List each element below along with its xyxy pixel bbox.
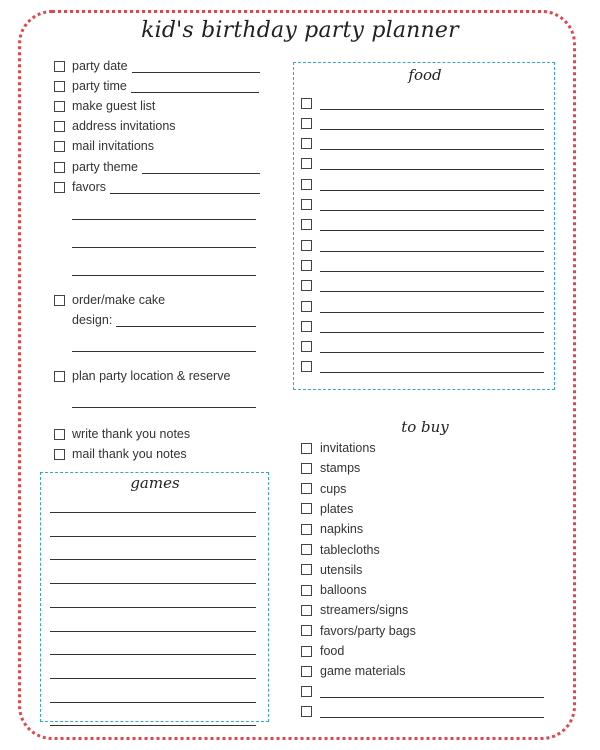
checkbox[interactable] (301, 686, 312, 697)
checkbox[interactable] (301, 463, 312, 474)
task-party-time (54, 77, 259, 95)
checkbox[interactable] (301, 341, 312, 352)
to-buy-label: food (320, 644, 345, 658)
task-label: party date (72, 59, 128, 73)
food-item (301, 297, 544, 315)
food-item (301, 196, 544, 214)
write-in-line[interactable] (320, 157, 544, 170)
task-write-thank-you (54, 425, 190, 443)
to-buy-heading: to buy (401, 418, 449, 436)
checkbox[interactable] (301, 646, 312, 657)
checkbox[interactable] (301, 199, 312, 210)
task-label: make guest list (72, 99, 156, 113)
checkbox[interactable] (301, 219, 312, 230)
favors-line[interactable] (72, 275, 256, 276)
task-label: party time (72, 79, 127, 93)
checkbox[interactable] (301, 361, 312, 372)
checkbox[interactable] (301, 138, 312, 149)
write-in-line[interactable] (320, 218, 544, 231)
checkbox[interactable] (54, 182, 65, 193)
food-item (301, 216, 544, 234)
food-item (301, 155, 544, 173)
games-line[interactable] (50, 702, 256, 703)
to-buy-label: plates (320, 501, 354, 516)
games-line[interactable] (50, 536, 256, 537)
task-plan-location (54, 367, 230, 385)
favors-line[interactable] (72, 219, 256, 220)
to-buy-label: invitations (320, 441, 376, 455)
to-buy-label: favors/party bags (320, 623, 416, 638)
food-item (301, 256, 544, 274)
write-in-line[interactable] (320, 137, 544, 150)
checkbox[interactable] (54, 141, 65, 152)
to-buy-item (301, 480, 346, 498)
location-line[interactable] (72, 407, 256, 408)
write-in-line[interactable] (320, 685, 544, 698)
page-title: kid's birthday party planner (141, 18, 459, 43)
to-buy-item (301, 642, 344, 660)
task-mail-thank-you (54, 445, 187, 463)
write-in-line[interactable] (131, 80, 259, 93)
task-label: write thank you notes (72, 427, 191, 441)
checkbox[interactable] (301, 483, 312, 494)
food-item (301, 277, 544, 295)
cake-line[interactable] (72, 351, 256, 352)
task-party-date (54, 57, 260, 75)
task-party-theme (54, 158, 260, 176)
task-make-guest-list (54, 97, 155, 115)
to-buy-label: streamers/signs (320, 603, 409, 618)
to-buy-item (301, 581, 367, 599)
games-heading: games (130, 474, 180, 492)
to-buy-label: stamps (320, 461, 361, 476)
games-line[interactable] (50, 678, 256, 679)
checkbox[interactable] (54, 449, 65, 460)
write-in-line[interactable] (320, 360, 544, 373)
to-buy-item (301, 561, 362, 579)
task-label: favors (72, 180, 107, 194)
games-box (40, 472, 269, 722)
to-buy-item (301, 500, 353, 518)
checkbox[interactable] (301, 503, 312, 514)
checkbox[interactable] (54, 371, 65, 382)
write-in-line[interactable] (132, 60, 260, 73)
to-buy-item (301, 601, 408, 619)
to-buy-label: game materials (320, 664, 406, 679)
games-line[interactable] (50, 725, 256, 726)
write-in-line[interactable] (320, 239, 544, 252)
checkbox[interactable] (301, 544, 312, 555)
checkbox[interactable] (301, 625, 312, 636)
food-item (301, 135, 544, 153)
food-item (301, 236, 544, 254)
task-label: party theme (72, 160, 139, 174)
checkbox[interactable] (301, 564, 312, 575)
checkbox[interactable] (54, 101, 65, 112)
food-item (301, 94, 544, 112)
write-in-line[interactable] (116, 314, 256, 327)
food-item (301, 175, 544, 193)
checkbox[interactable] (54, 162, 65, 173)
food-item (301, 114, 544, 132)
to-buy-item (301, 459, 360, 477)
checkbox[interactable] (301, 321, 312, 332)
to-buy-item (301, 439, 376, 457)
task-label: address invitations (72, 119, 176, 133)
write-in-line[interactable] (320, 300, 544, 313)
to-buy-item (301, 541, 380, 559)
design-label: design: (72, 313, 113, 327)
checkbox[interactable] (54, 295, 65, 306)
to-buy-label: utensils (320, 562, 363, 577)
to-buy-item (301, 520, 363, 538)
to-buy-item (301, 662, 405, 680)
write-in-line[interactable] (320, 320, 544, 333)
task-address-invitations (54, 117, 176, 135)
task-label: mail invitations (72, 139, 154, 153)
checkbox[interactable] (301, 158, 312, 169)
checkbox[interactable] (301, 706, 312, 717)
to-buy-label: cups (320, 481, 347, 496)
food-item (301, 317, 544, 335)
games-line[interactable] (50, 631, 256, 632)
food-item (301, 338, 544, 356)
games-line[interactable] (50, 583, 256, 584)
checkbox[interactable] (301, 585, 312, 596)
task-mail-invitations (54, 137, 154, 155)
games-line[interactable] (50, 607, 256, 608)
write-in-line[interactable] (110, 181, 260, 194)
write-in-line[interactable] (320, 279, 544, 292)
write-in-line[interactable] (142, 161, 260, 174)
to-buy-item (301, 683, 544, 701)
checkbox[interactable] (54, 121, 65, 132)
write-in-line[interactable] (320, 117, 544, 130)
write-in-line[interactable] (320, 97, 544, 110)
task-order-cake (54, 291, 165, 309)
to-buy-label: tablecloths (320, 542, 380, 557)
food-heading: food (408, 66, 442, 84)
checkbox[interactable] (301, 666, 312, 677)
task-label: plan party location & reserve (72, 369, 231, 383)
checkbox[interactable] (301, 301, 312, 312)
write-in-line[interactable] (320, 198, 544, 211)
checkbox[interactable] (301, 118, 312, 129)
games-line[interactable] (50, 512, 256, 513)
checkbox[interactable] (301, 240, 312, 251)
write-in-line[interactable] (320, 340, 544, 353)
to-buy-item (301, 703, 544, 721)
task-favors (54, 178, 260, 196)
to-buy-label: balloons (320, 583, 367, 598)
task-label: mail thank you notes (72, 447, 187, 461)
checkbox[interactable] (301, 179, 312, 190)
games-line[interactable] (50, 559, 256, 560)
write-in-line[interactable] (320, 705, 544, 718)
checkbox[interactable] (54, 429, 65, 440)
checkbox[interactable] (301, 260, 312, 271)
checkbox[interactable] (301, 98, 312, 109)
to-buy-item (301, 622, 416, 640)
games-line[interactable] (50, 654, 256, 655)
task-label: order/make cake (72, 293, 166, 307)
write-in-line[interactable] (320, 178, 544, 191)
to-buy-label: napkins (320, 522, 364, 537)
checkbox[interactable] (301, 524, 312, 535)
checkbox[interactable] (301, 605, 312, 616)
write-in-line[interactable] (320, 259, 544, 272)
checkbox[interactable] (54, 81, 65, 92)
checkbox[interactable] (301, 280, 312, 291)
checkbox[interactable] (301, 443, 312, 454)
cake-design-row (72, 311, 256, 329)
food-item (301, 358, 544, 376)
checkbox[interactable] (54, 61, 65, 72)
favors-line[interactable] (72, 247, 256, 248)
